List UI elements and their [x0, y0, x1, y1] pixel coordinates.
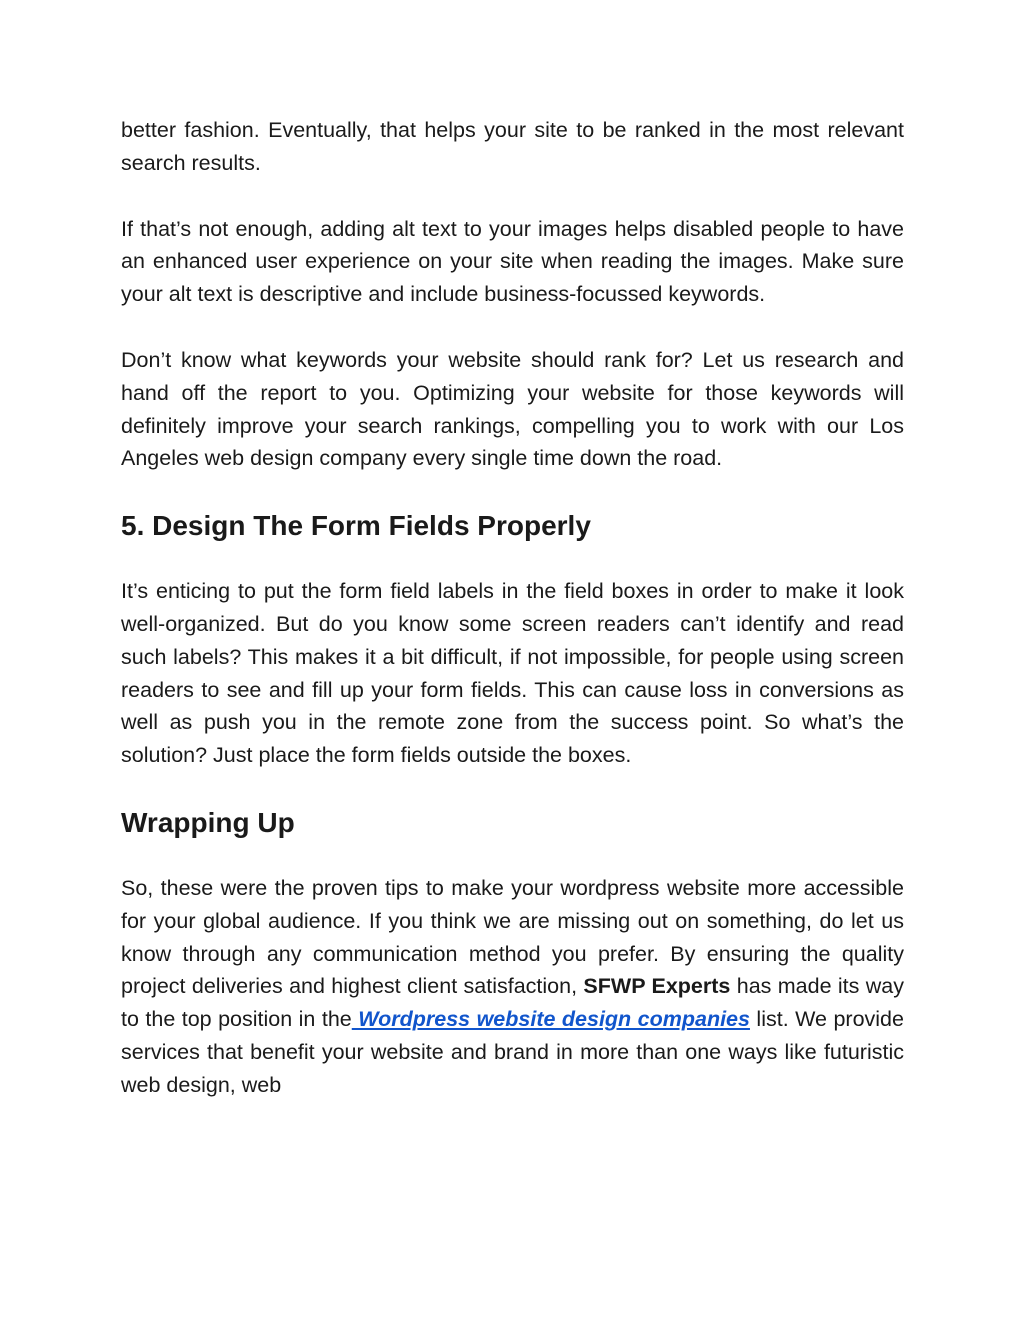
closing-middle-text: has made its way to the top position in the [121, 974, 904, 1032]
heading-wrapping-up: Wrapping Up [121, 806, 295, 838]
paragraph-keywords: Don’t know what keywords your website should rank for? Let us research and hand off the report to you. Optimizing your website for those keywords will definitely improve your search rankings, compelling you to work with our Los Angeles web design company every single time down the road. [121, 347, 904, 471]
closing-end-text: list. We provide services that benefit your website and brand in more than one ways like futuristic web design, web [121, 1007, 904, 1097]
document-page [121, 114, 904, 1135]
wordpress-website-design-companies-link[interactable]: Wordpress website design companies [351, 1007, 750, 1032]
heading-design-form-fields: 5. Design The Form Fields Properly [121, 510, 591, 542]
paragraph-form-fields: It’s enticing to put the form field labels in the field boxes in order to make it look well-organized. But do you know some screen readers can’t identify and read such labels? This makes it a bit difficult, if not impossible, for people using screen readers to see and fill up your form fields. This can cause loss in conversions as well as push you in the remote zone from the success point. So what’s the solution? Just place the form fields outside the boxes. [121, 579, 904, 768]
paragraph-alt-text: If that’s not enough, adding alt text to your images helps disabled people to have an enhanced user experience on your site when reading the images. Make sure your alt text is descriptive and include business-focussed keywords. [121, 216, 904, 307]
closing-intro-text: So, these were the proven tips to make your wordpress website more accessible for your global audience. If you think we are missing out on something, do let us know through any communication method you prefer. By ensuring the quality project deliveries and highest client satisfaction, [121, 875, 904, 999]
paragraph-closing [121, 872, 904, 1102]
brand-name: SFWP Experts [583, 974, 731, 999]
paragraph-search-results: better fashion. Eventually, that helps your site to be ranked in the most relevant search results. [121, 118, 904, 175]
